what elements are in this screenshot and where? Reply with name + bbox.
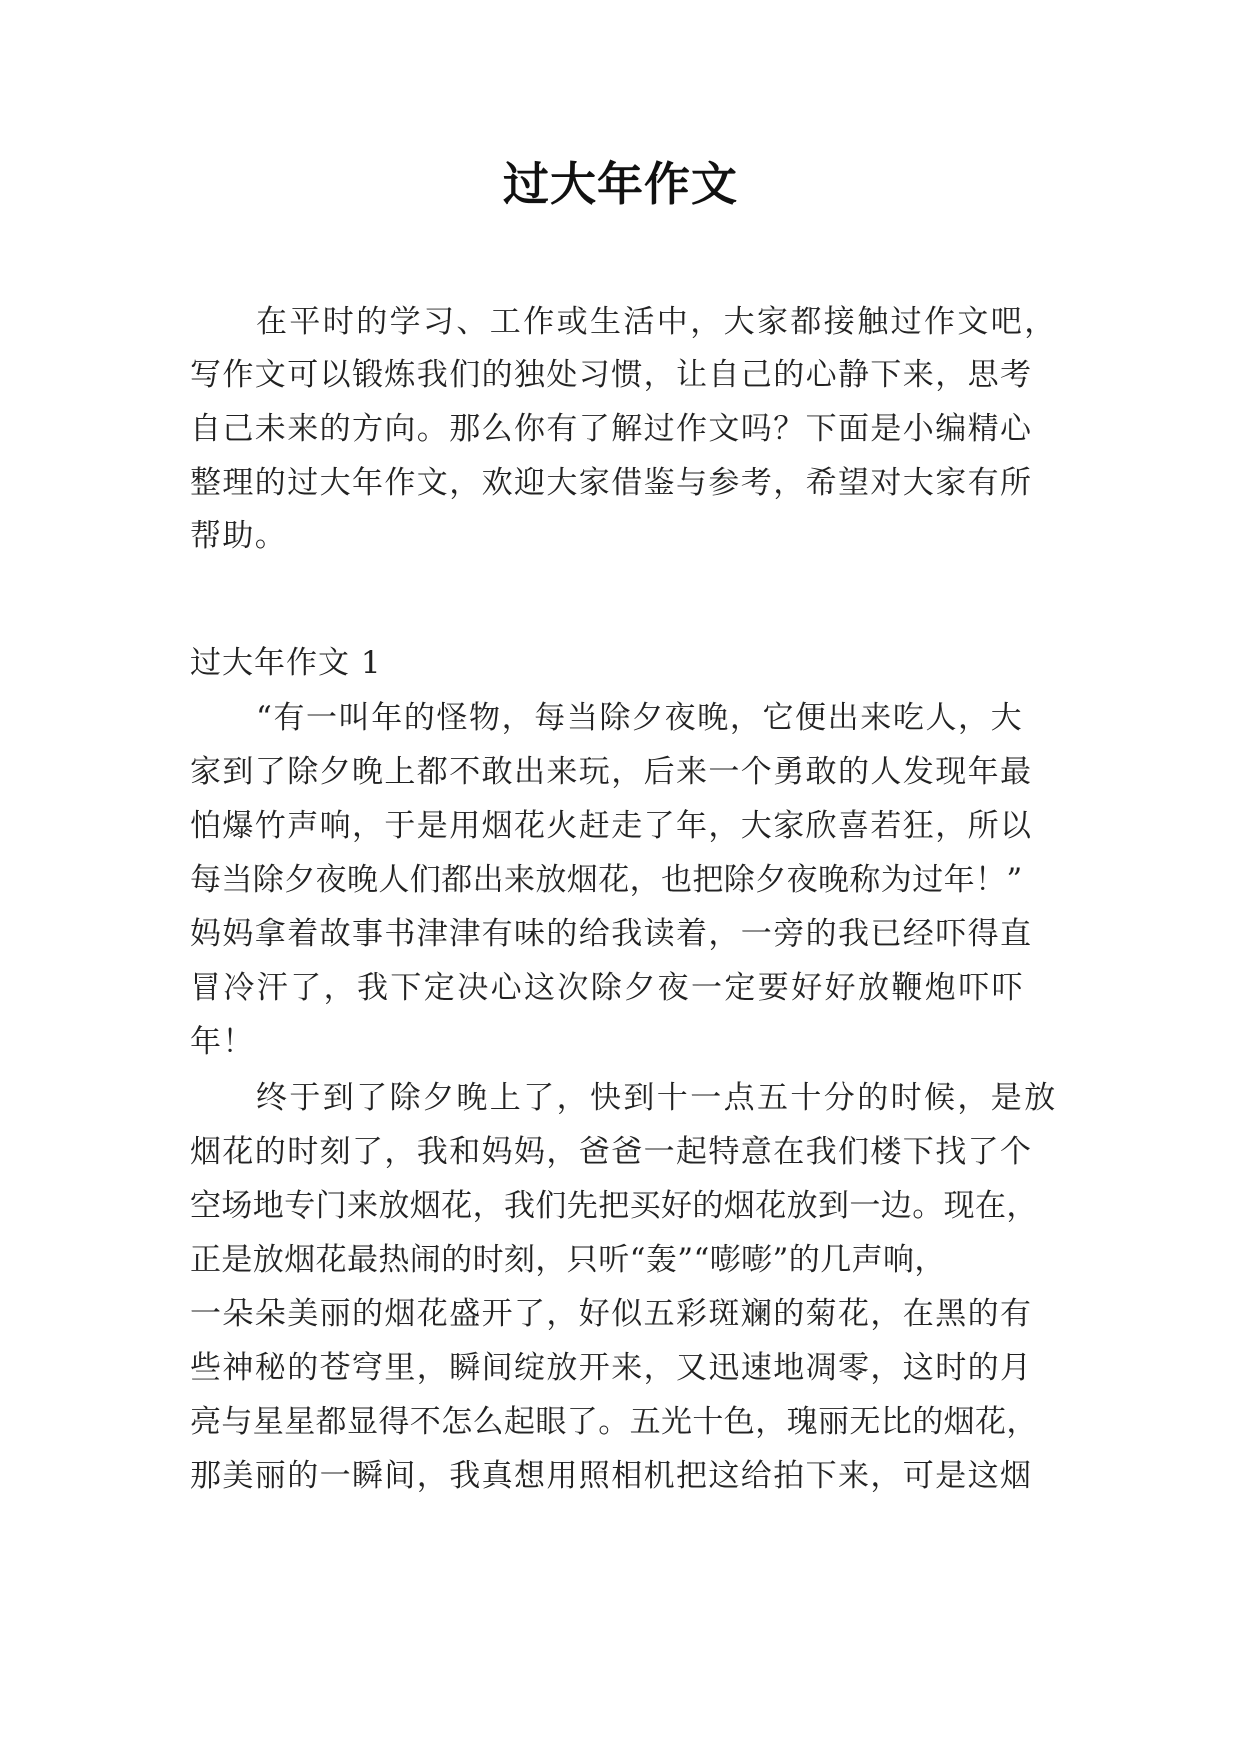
intro-line-2: 写作文可以锻炼我们的独处习惯，让自己的心静下来，思考	[190, 357, 1033, 393]
intro-line-1: 在平时的学习、工作或生活中，大家都接触过作文吧，	[256, 304, 1058, 340]
para1-line-5: 妈妈拿着故事书津津有味的给我读着，一旁的我已经吓得直	[190, 916, 1033, 952]
para2-line-4: 正是放烟花最热闹的时刻，只听“轰”“嘭嘭”的几声响，	[190, 1242, 946, 1278]
intro-line-3: 自己未来的方向。那么你有了解过作文吗？下面是小编精心	[190, 411, 1033, 447]
para1-line-4: 每当除夕夜晚人们都出来放烟花，也把除夕夜晚称为过年！”	[190, 862, 1023, 898]
intro-line-4: 整理的过大年作文，欢迎大家借鉴与参考，希望对大家有所	[190, 465, 1033, 501]
para2-line-1: 终于到了除夕晚上了，快到十一点五十分的时候，是放	[256, 1080, 1058, 1116]
para2-line-5: 一朵朵美丽的烟花盛开了，好似五彩斑斓的菊花，在黑的有	[190, 1296, 1033, 1332]
para1-line-2: 家到了除夕晚上都不敢出来玩，后来一个勇敢的人发现年最	[190, 754, 1033, 790]
para2-line-8: 那美丽的一瞬间，我真想用照相机把这给拍下来，可是这烟	[190, 1458, 1033, 1494]
document-title: 过大年作文	[503, 157, 738, 211]
para2-line-6: 些神秘的苍穹里，瞬间绽放开来，又迅速地凋零，这时的月	[190, 1350, 1033, 1386]
para2-line-2: 烟花的时刻了，我和妈妈，爸爸一起特意在我们楼下找了个	[190, 1134, 1033, 1170]
para2-line-3: 空场地专门来放烟花，我们先把买好的烟花放到一边。现在，	[190, 1188, 1038, 1224]
para1-line-6: 冒冷汗了，我下定决心这次除夕夜一定要好好放鞭炮吓吓	[190, 970, 1025, 1006]
intro-line-5: 帮助。	[190, 518, 288, 554]
para1-line-3: 怕爆竹声响，于是用烟花火赶走了年，大家欣喜若狂，所以	[190, 808, 1033, 844]
para1-line-7: 年！	[190, 1024, 255, 1060]
para1-line-1: “有一叫年的怪物，每当除夕夜晚，它便出来吃人，大	[256, 700, 1024, 736]
section-heading: 过大年作文 1	[190, 645, 382, 681]
para2-line-7: 亮与星星都显得不怎么起眼了。五光十色，瑰丽无比的烟花，	[190, 1404, 1038, 1440]
